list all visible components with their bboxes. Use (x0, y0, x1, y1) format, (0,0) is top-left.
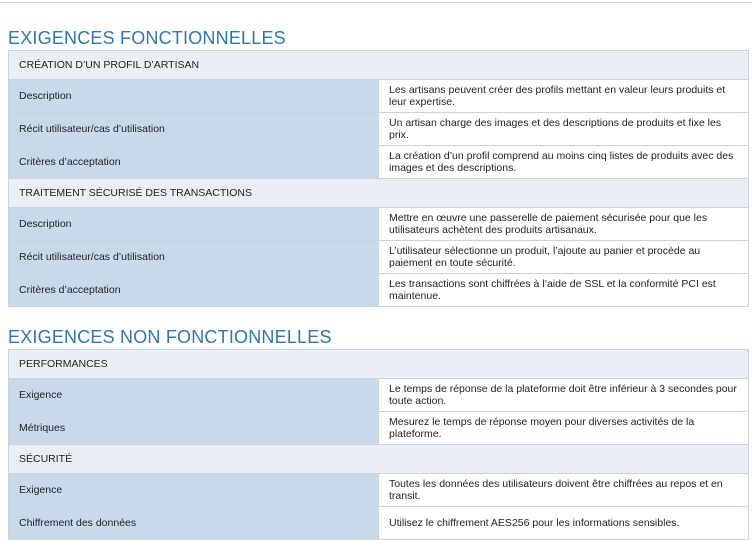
table-row (9, 412, 749, 445)
row-value: La création d’un profil comprend au moins cinq listes de produits avec des images et des descriptions. (379, 146, 749, 179)
row-value: Utilisez le chiffrement AES256 pour les informations sensibles. (379, 507, 749, 540)
non-functional-table (8, 349, 749, 540)
row-value: Le temps de réponse de la plateforme doit être inférieur à 3 secondes pour toute action. (379, 379, 749, 412)
row-value: Les transactions sont chiffrées à l’aide de SSL et la conformité PCI est maintenue. (379, 274, 749, 307)
row-value: Toutes les données des utilisateurs doivent être chiffrées au repos et en transit. (379, 474, 749, 507)
row-label: Métriques (9, 412, 379, 445)
row-label: Critères d’acceptation (9, 146, 379, 179)
row-value: Un artisan charge des images et des descriptions de produits et fixe les prix. (379, 113, 749, 146)
row-label: Récit utilisateur/cas d’utilisation (9, 241, 379, 274)
row-label: Exigence (9, 379, 379, 412)
non-functional-title: EXIGENCES NON FONCTIONNELLES (8, 327, 332, 347)
table-row (9, 507, 749, 540)
row-value: Mettre en œuvre une passerelle de paiement sécurisée pour que les utilisateurs achètent des produits artisanaux. (379, 208, 749, 241)
group-heading: CRÉATION D’UN PROFIL D’ARTISAN (9, 51, 749, 80)
row-label: Récit utilisateur/cas d’utilisation (9, 113, 379, 146)
table-row (9, 474, 749, 507)
group-heading: TRAITEMENT SÉCURISÉ DES TRANSACTIONS (9, 179, 749, 208)
group-header (9, 445, 749, 474)
table-row (9, 241, 749, 274)
table-row (9, 208, 749, 241)
row-value: Mesurez le temps de réponse moyen pour diverses activités de la plateforme. (379, 412, 749, 445)
row-label: Description (9, 208, 379, 241)
group-header (9, 179, 749, 208)
group-header (9, 350, 749, 379)
group-heading: PERFORMANCES (9, 350, 749, 379)
table-row (9, 146, 749, 179)
row-label: Critères d’acceptation (9, 274, 379, 307)
non-functional-section (8, 325, 749, 540)
functional-table (8, 50, 749, 307)
group-header (9, 51, 749, 80)
row-value: L’utilisateur sélectionne un produit, l’ajoute au panier et procède au paiement en toute sécurité. (379, 241, 749, 274)
top-divider (0, 2, 752, 3)
functional-title: EXIGENCES FONCTIONNELLES (8, 28, 286, 48)
table-row (9, 80, 749, 113)
group-heading: SÉCURITÉ (9, 445, 749, 474)
table-row (9, 113, 749, 146)
functional-section (8, 26, 749, 307)
table-row (9, 379, 749, 412)
row-label: Chiffrement des données (9, 507, 379, 540)
row-value: Les artisans peuvent créer des profils mettant en valeur leurs produits et leur expertise. (379, 80, 749, 113)
row-label: Description (9, 80, 379, 113)
row-label: Exigence (9, 474, 379, 507)
table-row (9, 274, 749, 307)
